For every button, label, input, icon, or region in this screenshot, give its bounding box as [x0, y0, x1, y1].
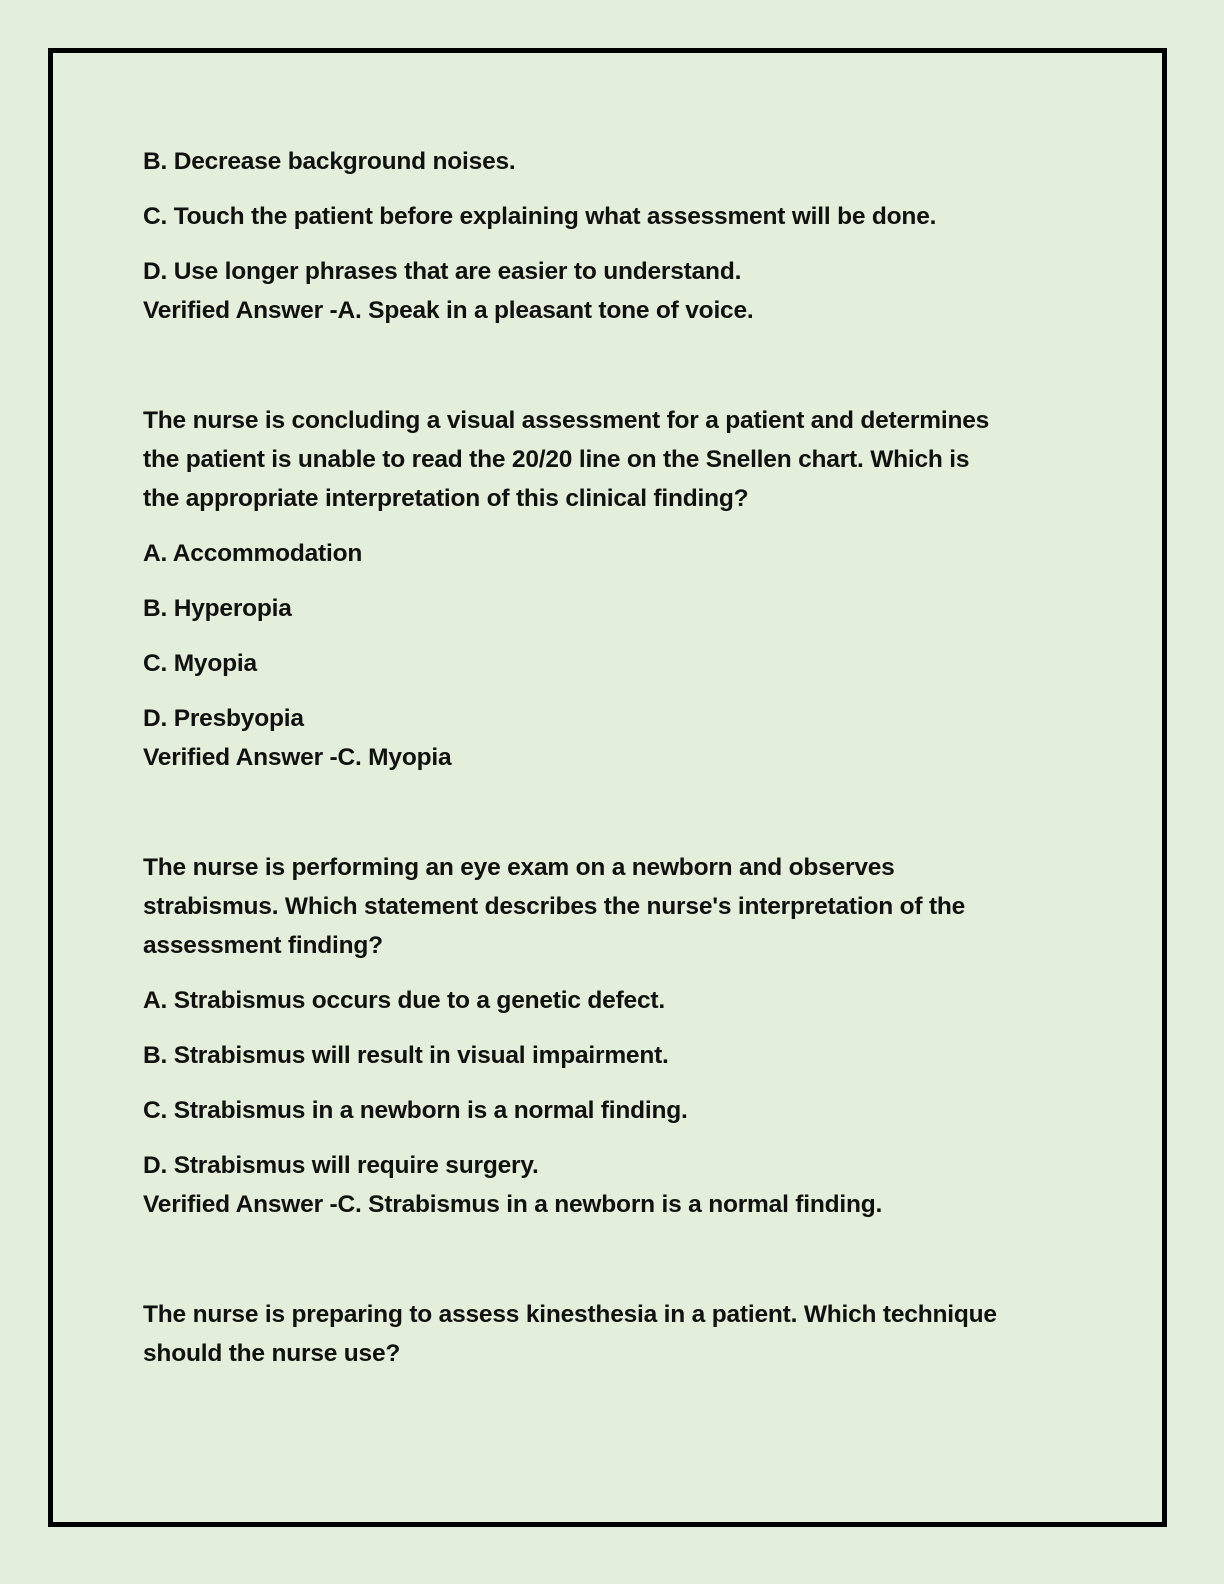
question-block-3 [143, 1295, 1063, 1373]
option-d: D. Use longer phrases that are easier to understand. [143, 258, 742, 285]
verified-answer: Verified Answer -C. Myopia [143, 744, 452, 771]
question-line: should the nurse use? [143, 1340, 401, 1367]
question-block-1 [143, 401, 1063, 777]
question-block-2 [143, 848, 1063, 1224]
option-c: C. Myopia [143, 650, 257, 677]
question-line: assessment finding? [143, 932, 383, 959]
question-block-0 [143, 142, 1063, 330]
block-spacer [143, 330, 1063, 401]
block-spacer [143, 1224, 1063, 1295]
option-a: A. Accommodation [143, 540, 363, 567]
question-line: strabismus. Which statement describes the nurse's interpretation of the [143, 893, 966, 920]
question-line: the patient is unable to read the 20/20 line on the Snellen chart. Which is [143, 446, 970, 473]
block-spacer [143, 777, 1063, 848]
question-line: the appropriate interpretation of this clinical finding? [143, 485, 749, 512]
document-content [143, 142, 1063, 1373]
option-b: B. Decrease background noises. [143, 148, 516, 175]
question-text [143, 848, 1063, 965]
question-line: The nurse is preparing to assess kinesthesia in a patient. Which technique [143, 1301, 997, 1328]
question-text [143, 1295, 1063, 1373]
verified-answer: Verified Answer -C. Strabismus in a newborn is a normal finding. [143, 1191, 883, 1218]
option-b: B. Strabismus will result in visual impairment. [143, 1042, 669, 1069]
option-d: D. Presbyopia [143, 705, 304, 732]
option-b: B. Hyperopia [143, 595, 292, 622]
option-c: C. Strabismus in a newborn is a normal finding. [143, 1097, 688, 1124]
verified-answer: Verified Answer -A. Speak in a pleasant tone of voice. [143, 297, 754, 324]
option-a: A. Strabismus occurs due to a genetic defect. [143, 987, 665, 1014]
question-line: The nurse is concluding a visual assessment for a patient and determines [143, 407, 990, 434]
option-c: C. Touch the patient before explaining what assessment will be done. [143, 203, 937, 230]
question-text [143, 401, 1063, 518]
option-d: D. Strabismus will require surgery. [143, 1152, 539, 1179]
question-line: The nurse is performing an eye exam on a newborn and observes [143, 854, 895, 881]
